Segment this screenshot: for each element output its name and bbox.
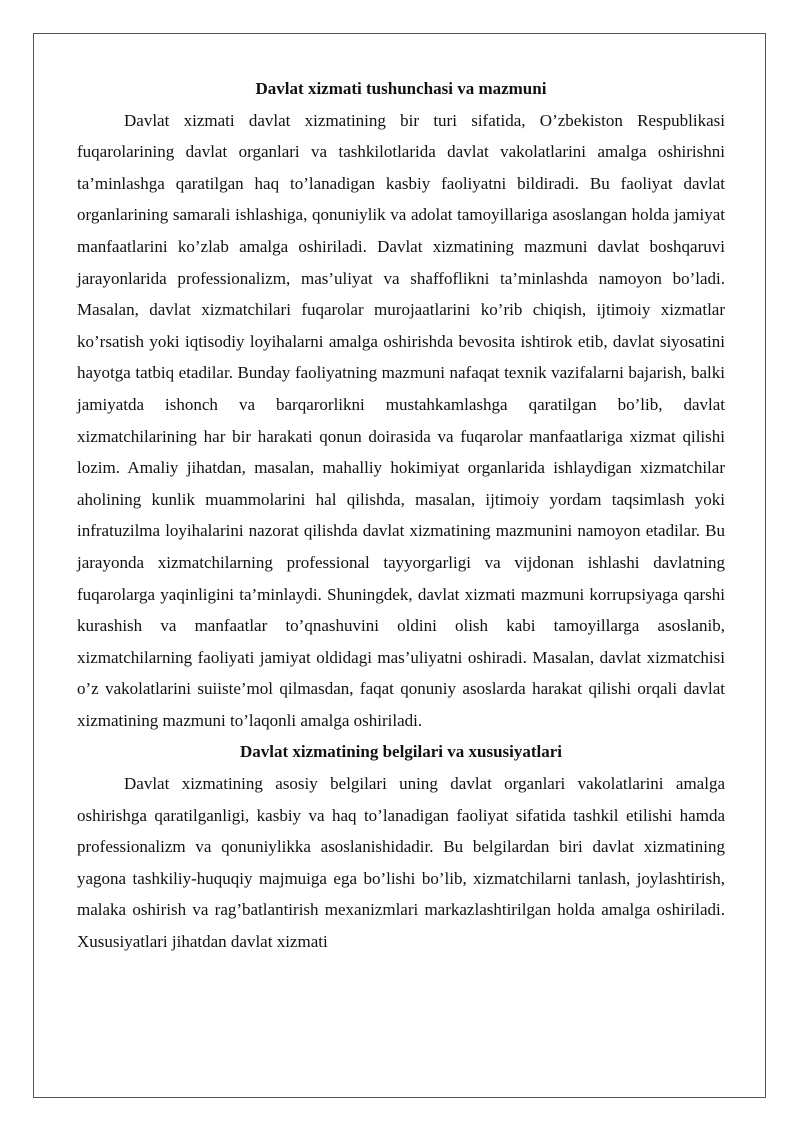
document-body: [77, 73, 725, 958]
section-heading-features: Davlat xizmatining belgilari va xususiyatlari: [239, 742, 563, 762]
section-heading-concept: Davlat xizmati tushunchasi va mazmuni: [255, 79, 547, 98]
section-paragraph-features: Davlat xizmatining asosiy belgilari uning davlat organlari vakolatlarini amalga oshirishga qaratilganligi, kasbiy va haq to’lanadigan faoliyat sifatida tashkil etilishi hamda professionalizm va qonuniylikka asoslanishidadir. Bu belgilardan biri davlat xizmatining yagona tashkiliy-huquqiy majmuiga ega bo’lishi bo’lib, xizmatchilarni tanlash, joylashtirish, malaka oshirish va rag’batlantirish mexanizmlari markazlashtirilgan holda amalga oshiriladi. Xususiyatlari jihatdan davlat xizmati: [77, 774, 725, 952]
section-paragraph-concept: Davlat xizmati davlat xizmatining bir turi sifatida, O’zbekiston Respublikasi fuqarolarining davlat organlari va tashkilotlarida davlat vakolatlarini amalga oshirishni ta’minlashga qaratilgan haq to’lanadigan kasbiy faoliyatni bildiradi. Bu faoliyat davlat organlarining samarali ishlashiga, qonuniylik va adolat tamoyillariga asoslangan holda jamiyat manfaatlarini ko’zlab amalga oshiriladi. Davlat xizmatining mazmuni davlat boshqaruvi jarayonlarida professionalizm, mas’uliyat va shaffoflikni ta’minlashda namoyon bo’ladi. Masalan, davlat xizmatchilari fuqarolar murojaatlarini ko’rib chiqish, ijtimoiy xizmatlar ko’rsatish yoki iqtisodiy loyihalarni amalga oshirishda bevosita ishtirok etib, davlat siyosatini hayotga tatbiq etadilar. Bunday faoliyatning mazmuni nafaqat texnik vazifalarni bajarish, balki jamiyatda ishonch va barqarorlikni mustahkamlashga qaratilgan bo’lib, davlat xizmatchilarining har bir harakati qonun doirasida va fuqarolar manfaatlariga xizmat qilishi lozim. Amaliy jihatdan, masalan, mahalliy hokimiyat organlarida ishlaydigan xizmatchilar aholining kunlik muammolarini hal qilishda, masalan, ijtimoiy yordam taqsimlash yoki infratuzilma loyihalarini nazorat qilishda davlat xizmatining mazmunini namoyon etadilar. Bu jarayonda xizmatchilarning professional tayyorgarligi va vijdonan ishlashi davlatning fuqarolarga yaqinligini ta’minlaydi. Shuningdek, davlat xizmati mazmuni korrupsiyaga qarshi kurashish va manfaatlar to’qnashuvini oldini olish kabi tamoyillarga asoslanib, xizmatchilarning faoliyati jamiyat oldidagi mas’uliyatni oshiradi. Masalan, davlat xizmatchisi o’z vakolatlarini suiiste’mol qilmasdan, faqat qonuniy asoslarda harakat qilishi orqali davlat xizmatining mazmuni to’laqonli amalga oshiriladi.: [77, 110, 725, 730]
